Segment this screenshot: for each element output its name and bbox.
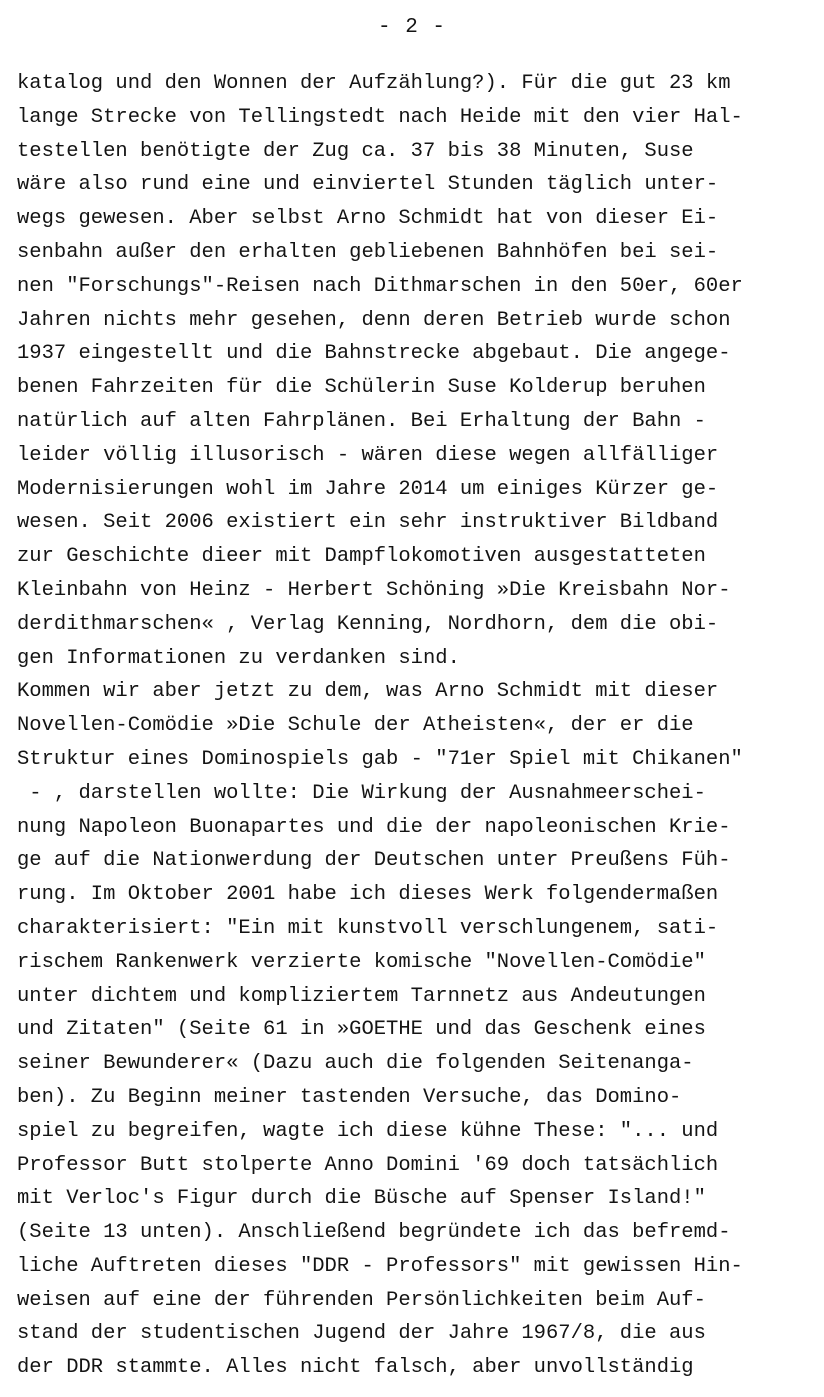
text-line: ben). Zu Beginn meiner tastenden Versuche, das Domino- xyxy=(17,1085,682,1109)
text-line: seiner Bewunderer« (Dazu auch die folgenden Seitenanga- xyxy=(17,1052,694,1076)
text-line: mit Verloc's Figur durch die Büsche auf Spenser Island!" xyxy=(17,1187,706,1211)
text-line: Jahren nichts mehr gesehen, denn deren Betrieb wurde schon xyxy=(17,308,731,332)
text-line: (Seite 13 unten). Anschließend begründete ich das befremd- xyxy=(17,1221,731,1245)
text-line: leider völlig illusorisch - wären diese wegen allfälliger xyxy=(17,443,719,467)
text-line: charakterisiert: "Ein mit kunstvoll verschlungenem, sati- xyxy=(17,916,719,940)
text-line: wegs gewesen. Aber selbst Arno Schmidt hat von dieser Ei- xyxy=(17,207,719,231)
text-line: der DDR stammte. Alles nicht falsch, aber unvollständig xyxy=(17,1356,694,1380)
text-line: natürlich auf alten Fahrplänen. Bei Erhaltung der Bahn - xyxy=(17,409,706,433)
text-line: Modernisierungen wohl im Jahre 2014 um einiges Kürzer ge- xyxy=(17,477,719,501)
text-line: Novellen-Comödie »Die Schule der Atheisten«, der er die xyxy=(17,714,694,738)
text-line: zur Geschichte dieer mit Dampflokomotiven ausgestatteten xyxy=(17,545,706,569)
text-line: rung. Im Oktober 2001 habe ich dieses Werk folgendermaßen xyxy=(17,883,719,907)
text-line: wesen. Seit 2006 existiert ein sehr instruktiver Bildband xyxy=(17,511,719,535)
text-line: - , darstellen wollte: Die Wirkung der Ausnahmeerschei- xyxy=(17,781,706,805)
body-text xyxy=(17,67,823,1385)
text-line: nung Napoleon Buonapartes und die der napoleonischen Krie- xyxy=(17,815,731,839)
text-line: nen "Forschungs"-Reisen nach Dithmarschen in den 50er, 60er xyxy=(17,274,743,298)
text-line: stand der studentischen Jugend der Jahre 1967/8, die aus xyxy=(17,1322,706,1346)
page-number: - 2 - xyxy=(377,16,446,39)
text-line: ge auf die Nationwerdung der Deutschen unter Preußens Füh- xyxy=(17,849,731,873)
text-line: gen Informationen zu verdanken sind. xyxy=(17,646,460,670)
text-line: katalog und den Wonnen der Aufzählung?). Für die gut 23 km xyxy=(17,72,731,95)
text-line: senbahn außer den erhalten gebliebenen Bahnhöfen bei sei- xyxy=(17,240,719,264)
text-line: liche Auftreten dieses "DDR - Professors" mit gewissen Hin- xyxy=(17,1254,743,1278)
text-line: spiel zu begreifen, wagte ich diese kühne These: "... und xyxy=(17,1119,719,1143)
text-line: Struktur eines Dominospiels gab - "71er Spiel mit Chikanen" xyxy=(17,747,743,771)
text-line: lange Strecke von Tellingstedt nach Heide mit den vier Hal- xyxy=(17,105,743,129)
text-line: 1937 eingestellt und die Bahnstrecke abgebaut. Die angege- xyxy=(17,342,731,366)
text-line: derdithmarschen« , Verlag Kenning, Nordhorn, dem die obi- xyxy=(17,612,719,636)
text-line: Kleinbahn von Heinz - Herbert Schöning »Die Kreisbahn Nor- xyxy=(17,578,731,602)
text-line: rischem Rankenwerk verzierte komische "Novellen-Comödie" xyxy=(17,950,706,974)
text-line: benen Fahrzeiten für die Schülerin Suse Kolderup beruhen xyxy=(17,376,706,400)
text-line: Kommen wir aber jetzt zu dem, was Arno Schmidt mit dieser xyxy=(17,680,719,704)
text-line: wäre also rund eine und einviertel Stunden täglich unter- xyxy=(17,173,719,197)
text-line: unter dichtem und kompliziertem Tarnnetz aus Andeutungen xyxy=(17,984,706,1008)
text-line: Professor Butt stolperte Anno Domini '69 doch tatsächlich xyxy=(17,1153,719,1177)
text-line: und Zitaten" (Seite 61 in »GOETHE und das Geschenk eines xyxy=(17,1018,706,1042)
text-line: weisen auf eine der führenden Persönlichkeiten beim Auf- xyxy=(17,1288,706,1312)
text-line: testellen benötigte der Zug ca. 37 bis 38 Minuten, Suse xyxy=(17,139,694,163)
